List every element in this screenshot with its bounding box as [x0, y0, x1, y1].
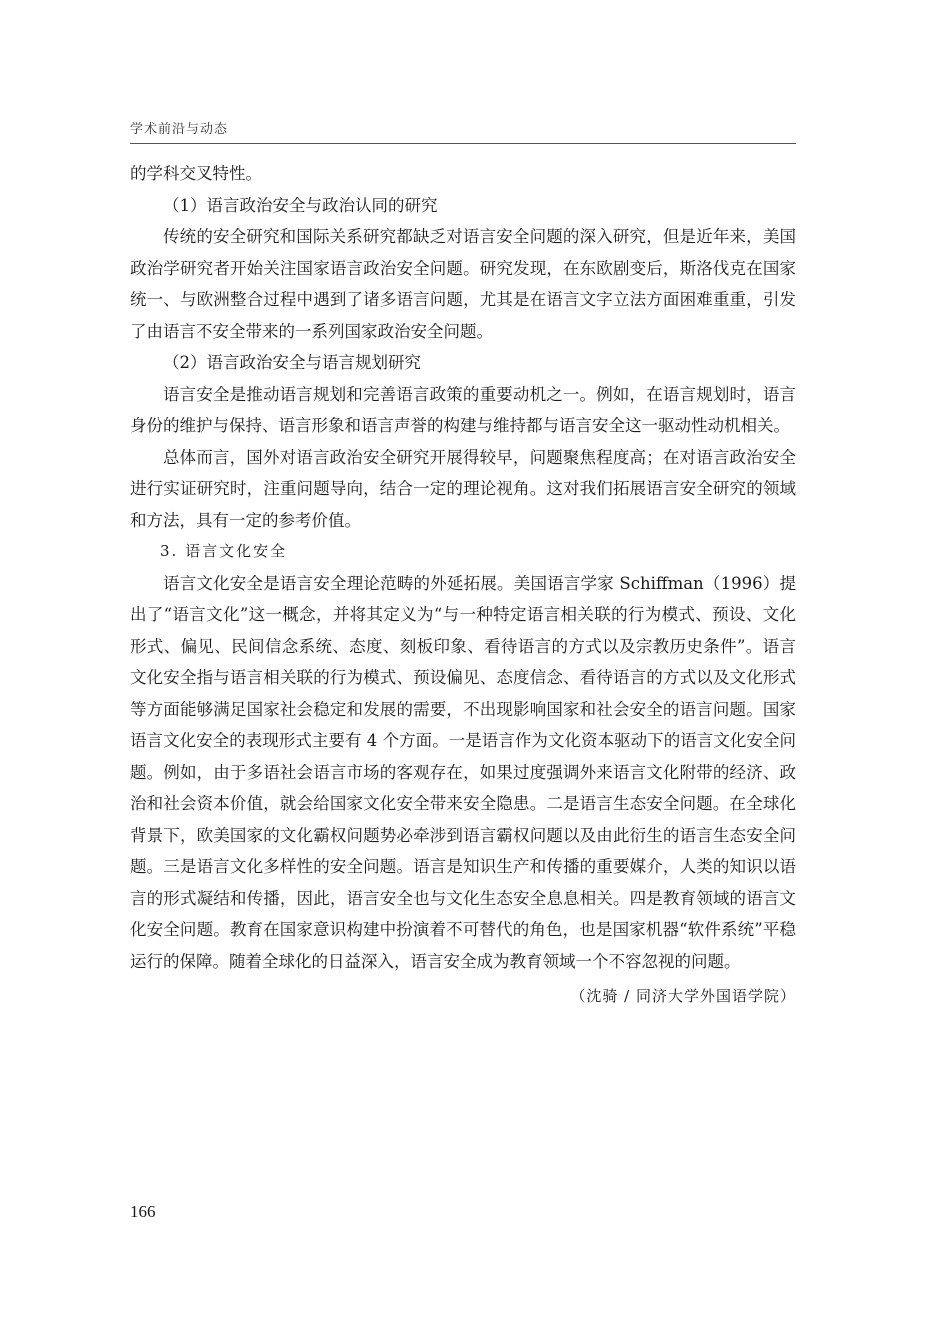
subheading-political-identity: （1）语言政治安全与政治认同的研究: [163, 195, 438, 215]
article-body: [130, 158, 796, 1013]
paragraph-political-security: 传统的安全研究和国际关系研究都缺乏对语言安全问题的深入研究，但是近年来，美国政治学研究者开始关注国家语言政治安全问题。研究发现，在东欧剧变后，斯洛伐克在国家统一、与欧洲整合过程中遇到了诸多语言问题，尤其是在语言文字立法方面困难重重，引发了由语言不安全带来的一系列国家政治安全问题。: [130, 227, 796, 341]
header-divider: [130, 143, 796, 144]
running-header: 学术前沿与动态: [130, 122, 229, 137]
paragraph-language-planning: 语言安全是推动语言规划和完善语言政策的重要动机之一。例如，在语言规划时，语言身份的维护与保持、语言形象和语言声誉的构建与维持都与语言安全这一驱动性动机相关。: [130, 384, 796, 435]
paragraph-cultural-security: 语言文化安全是语言安全理论范畴的外延拓展。美国语言学家 Schiffman（1996）提出了“语言文化”这一概念，并将其定义为“与一种特定语言相关联的行为模式、预设、文化形式、偏见、民间信念系统、态度、刻板印象、看待语言的方式以及宗教历史条件”。语言文化安全指与语言相关联的行为模式、预设偏见、态度信念、看待语言的方式以及文化形式等方面能够满足国家社会稳定和发展的需要，不出现影响国家和社会安全的语言问题。国家语言文化安全的表现形式主要有 4 个方面。一是语言作为文化资本驱动下的语言文化安全问题。例如，由于多语社会语言市场的客观存在，如果过度强调外来语言文化附带的经济、政治和社会资本价值，就会给国家文化安全带来安全隐患。二是语言生态安全问题。在全球化背景下，欧美国家的文化霸权问题势必牵涉到语言霸权问题以及由此衍生的语言生态安全问题。三是语言文化多样性的安全问题。语言是知识生产和传播的重要媒介，人类的知识以语言的形式凝结和传播，因此，语言安全也与文化生态安全息息相关。四是教育领域的语言文化安全问题。教育在国家意识构建中扮演着不可替代的角色，也是国家机器“软件系统”平稳运行的保障。随着全球化的日益深入，语言安全成为教育领域一个不容忽视的问题。: [130, 573, 796, 971]
paragraph-continuation: 的学科交叉特性。: [130, 164, 262, 183]
subheading-language-planning: （2）语言政治安全与语言规划研究: [163, 353, 421, 372]
paragraph-summary: 总体而言，国外对语言政治安全研究开展得较早，问题聚焦程度高；在对语言政治安全进行实证研究时，注重问题导向，结合一定的理论视角。这对我们拓展语言安全研究的领域和方法，具有一定的参考价值。: [130, 447, 796, 530]
page-number: 166: [130, 1202, 156, 1221]
section-heading-cultural-security: 3. 语言文化安全: [160, 542, 288, 560]
author-byline: （沈骑 / 同济大学外国语学院）: [570, 987, 796, 1005]
